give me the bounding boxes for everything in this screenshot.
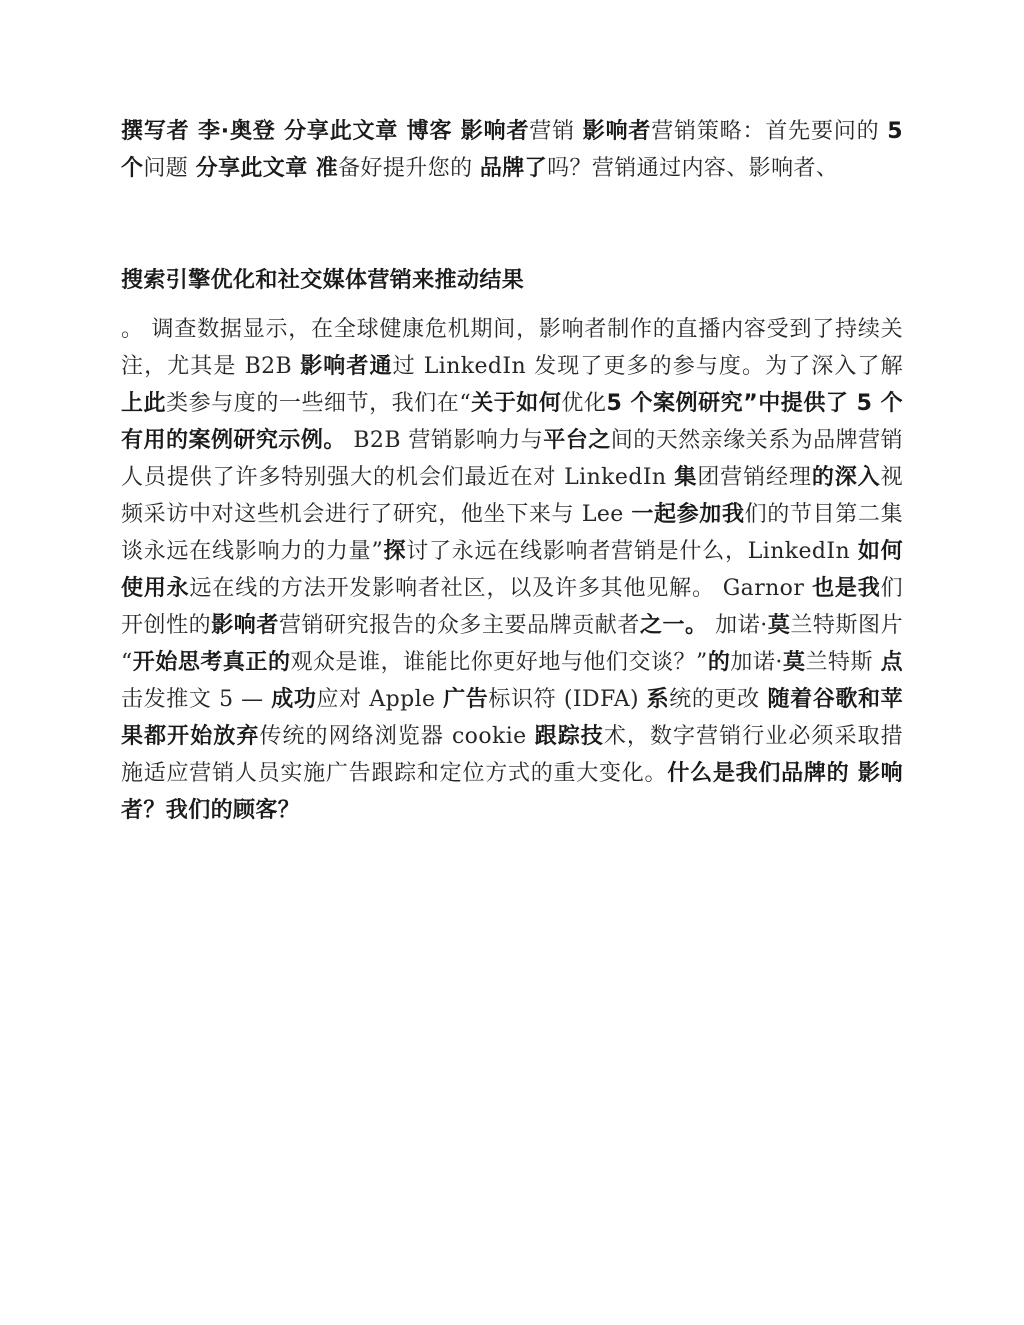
bold-text-run: 品牌了 [479,156,548,181]
text-run: 们开创性的 [121,576,904,638]
bold-text-run: 的 [707,650,731,675]
text-run: 兰特斯图片 “ [121,613,904,675]
bold-text-run: 一起参加我 [631,502,745,527]
text-run: 问题 [143,156,196,181]
bold-text-run: 分享此文章 准 [195,156,339,181]
text-run: 传统的网络浏览器 cookie [259,724,535,749]
bold-text-run: 上此 [121,391,167,416]
text-run: 加诺· [730,650,783,675]
text-run: 营销 [529,119,583,144]
text-run: 团营销经理 [697,465,812,490]
text-run: 兰特斯 [805,650,881,675]
bold-text-run: 成功 [271,687,317,712]
bold-text-run: 关于如何 [471,391,562,416]
text-run: 远在线的方法开发影响者社区，以及许多其他见解。 Garnor [189,576,813,601]
bold-text-run: 系 [646,687,670,712]
text-run: 标识符 (IDFA) [488,687,647,712]
bold-text-run: 5 个案例研究”中提供了 5 个有用的案例研究示例。 [121,391,903,453]
text-run: 备好提升您的 [338,156,480,181]
bold-text-run: 平台之 [543,428,611,453]
text-run: B2B 营销影响力与 [345,428,544,453]
text-run: 营销研究报告的众多主要品牌贡献者 [278,613,640,638]
text-run: 间的天然亲缘关系为品牌营销人员提供了许多特别强大的机会们最近在对 LinkedIn [121,428,904,490]
text-run: 加诺· [707,613,768,638]
bold-text-run: 之一。 [639,613,708,638]
text-run: 术，数字营销行业必须采取措施适应营销人员实施广告跟踪和定位方式的重大变化。 [121,724,904,786]
bold-text-run: 随着谷歌和苹果都开始放弃 [121,687,903,749]
text-run: 观众是谁，谁能比你更好地与他们交谈？” [290,650,708,675]
bold-text-run: 如何使用永 [121,539,903,601]
text-run: 应对 Apple [316,687,444,712]
bold-text-run: 也是我 [812,576,881,601]
intro-paragraph [121,113,903,187]
body-paragraph [121,311,903,829]
bold-text-run: 影响者 [582,119,652,144]
bold-text-run: 5 个 [121,119,903,181]
text-run: 吗？营销通过内容、影响者、 [547,156,839,181]
bold-text-run: 广告 [443,687,489,712]
section-heading: 搜索引擎优化和社交媒体营销来推动结果 [121,268,525,293]
bold-text-run: 集 [674,465,698,490]
text-run: 讨了永远在线影响者营销是什么，LinkedIn [406,539,858,564]
article-content [121,113,903,829]
text-run: 优化 [561,391,607,416]
text-run: 类参与度的一些细节，我们在“ [166,391,471,416]
bold-text-run: 莫 [782,650,806,675]
bold-text-run: 影响者通 [300,354,393,379]
bold-text-run: 撰写者 李·奥登 分享此文章 博客 影响者 [121,119,530,144]
text-run: 过 LinkedIn 发现了更多的参与度。为了深入了解 [392,354,903,379]
text-run: 视频采访中对这些机会进行了研究，他坐下来与 Lee [121,465,903,527]
bold-text-run: 的深入 [811,465,881,490]
text-run: 。 调查数据显示，在全球健康危机期间，影响者制作的直播内容受到了持续关注，尤其是 B2B [121,317,903,379]
text-run: 营销策略：首先要问的 [651,119,888,144]
text-run: 击发推文 5 — [121,687,272,712]
bold-text-run: 跟踪技 [534,724,604,749]
text-run: 统的更改 [669,687,768,712]
bold-text-run: 点 [880,650,904,675]
bold-text-run: 什么是我们品牌的 影响者？我们的顾客？ [121,761,903,823]
bold-text-run: 莫 [767,613,791,638]
text-run: 们的节目第二集谈永远在线影响力的力量” [121,502,903,564]
bold-text-run: 开始思考真正的 [132,650,291,675]
bold-text-run: 探 [383,539,407,564]
bold-text-run: 影响者 [211,613,279,638]
